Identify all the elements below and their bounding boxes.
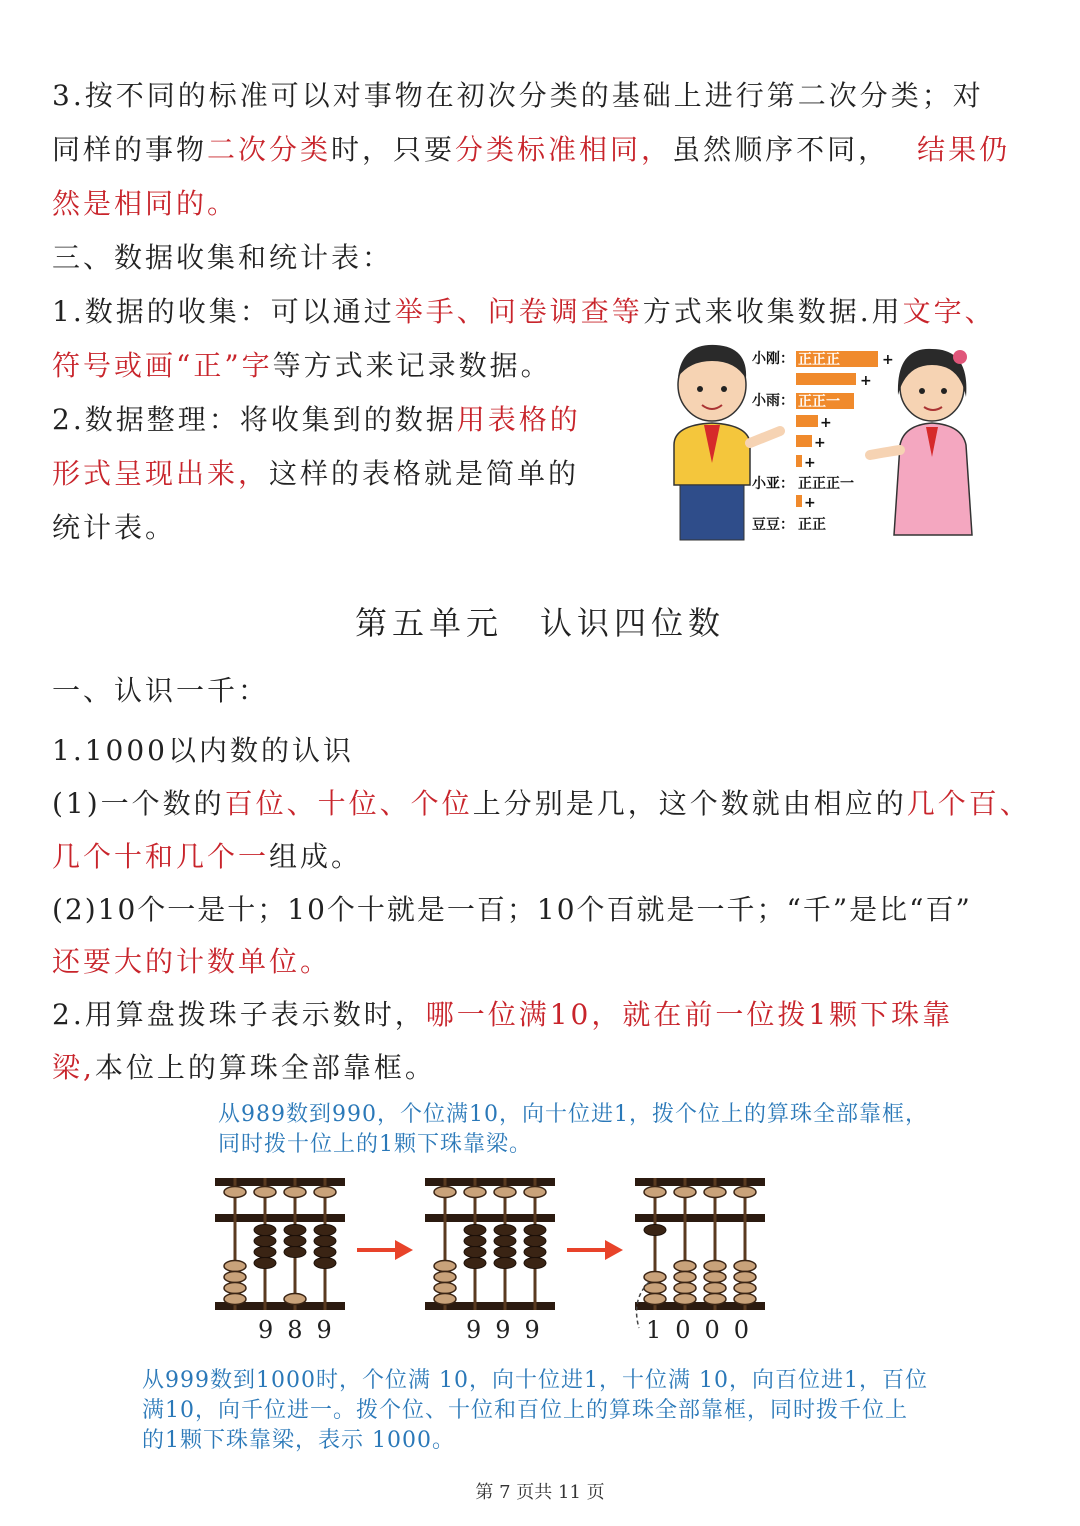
place-value-line-2: 几个十和几个一组成。	[52, 840, 363, 873]
place-value-line-1: (1)一个数的百位、十位、个位上分别是几，这个数就由相应的几个百、	[52, 787, 1031, 820]
data-organize-line-3: 统计表。	[52, 511, 177, 544]
arrow-right-icon	[567, 1240, 623, 1260]
tally-bar	[796, 373, 856, 385]
tally-bar	[796, 435, 812, 447]
boy-figure	[674, 345, 780, 540]
abacus-note-1-line-2: 同时拨十位上的1颗下珠靠梁。	[218, 1132, 532, 1157]
tally-marks-xiaogang: 正正正	[798, 352, 840, 368]
abacus-rule-line-2: 梁,本位上的算珠全部靠框。	[52, 1051, 436, 1084]
tally-bar	[796, 415, 818, 427]
abacus-note-1-line-1: 从989数到990，个位满10，向十位进1，拨个位上的算珠全部靠框，	[218, 1102, 928, 1127]
abacus-1000	[635, 1178, 765, 1328]
para-3-line-1: 3.按不同的标准可以对事物在初次分类的基础上进行第二次分类；对	[52, 79, 984, 112]
girl-figure	[870, 349, 972, 535]
tally-label-xiaogang: 小刚：	[752, 351, 794, 367]
abacus-note-2-line-1: 从999数到1000时，个位满 10，向十位进1，十位满 10，向百位进1，百位	[142, 1368, 928, 1393]
tally-label-doudou: 豆豆：	[752, 517, 794, 533]
abacus-note-2-line-2: 满10，向千位进一。拨个位、十位和百位上的算珠全部靠框，同时拨千位上	[142, 1398, 908, 1423]
tally-plus: +	[860, 373, 872, 389]
children-tally-illustration	[660, 335, 980, 545]
tally-plus: +	[820, 415, 832, 431]
counting-unit-line-1: (2)10个一是十；10个十就是一百；10个百就是一千；“千”是比“百”	[52, 893, 972, 926]
abacus-rule-line-1: 2.用算盘拨珠子表示数时，哪一位满10，就在前一位拨1颗下珠靠	[52, 998, 954, 1031]
tally-label-xiaoya: 小亚：	[752, 476, 794, 492]
tally-bar	[796, 455, 802, 467]
counting-unit-line-2: 还要大的计数单位。	[52, 945, 332, 978]
tally-label-xiaoyu: 小雨：	[752, 393, 794, 409]
data-organize-line-1: 2.数据整理：将收集到的数据用表格的	[52, 403, 581, 436]
tally-marks-xiaoya: 正正正一	[798, 476, 854, 492]
tally-plus: +	[804, 455, 816, 471]
tally-bar	[796, 495, 802, 507]
tally-plus: +	[882, 352, 894, 368]
data-collection-line-1: 1.数据的收集：可以通过举手、问卷调查等方式来收集数据.用文字、	[52, 295, 996, 328]
tally-marks-xiaoyu: 正正一	[798, 394, 840, 410]
abacus-989	[215, 1178, 345, 1310]
para-3-line-3: 然是相同的。	[52, 187, 239, 220]
abacus-diagrams	[205, 1170, 785, 1330]
tally-marks-doudou: 正正	[798, 517, 826, 533]
subheading-within-1000: 1.1000以内数的认识	[52, 734, 354, 767]
abacus-999	[425, 1178, 555, 1310]
arrow-right-icon	[357, 1240, 413, 1260]
unit-title: 第五单元 认识四位数	[354, 604, 725, 642]
abacus-label-999: 999	[466, 1316, 554, 1344]
data-organize-line-2: 形式呈现出来，这样的表格就是简单的	[52, 457, 580, 490]
tally-plus: +	[804, 495, 816, 511]
abacus-label-1000: 1000	[646, 1316, 764, 1344]
section-heading-data-collection: 三、数据收集和统计表：	[52, 241, 394, 274]
abacus-note-2-line-3: 的1颗下珠靠梁，表示 1000。	[142, 1428, 455, 1453]
para-3-line-2: 同样的事物二次分类时，只要分类标准相同，虽然顺序不同， 结果仍	[52, 133, 1011, 166]
section-heading-thousand: 一、认识一千：	[52, 674, 270, 707]
page-footer: 第 7 页共 11 页	[475, 1482, 605, 1503]
abacus-label-989: 989	[258, 1316, 346, 1344]
data-collection-line-2: 符号或画“正”字等方式来记录数据。	[52, 349, 552, 382]
tally-plus: +	[814, 435, 826, 451]
